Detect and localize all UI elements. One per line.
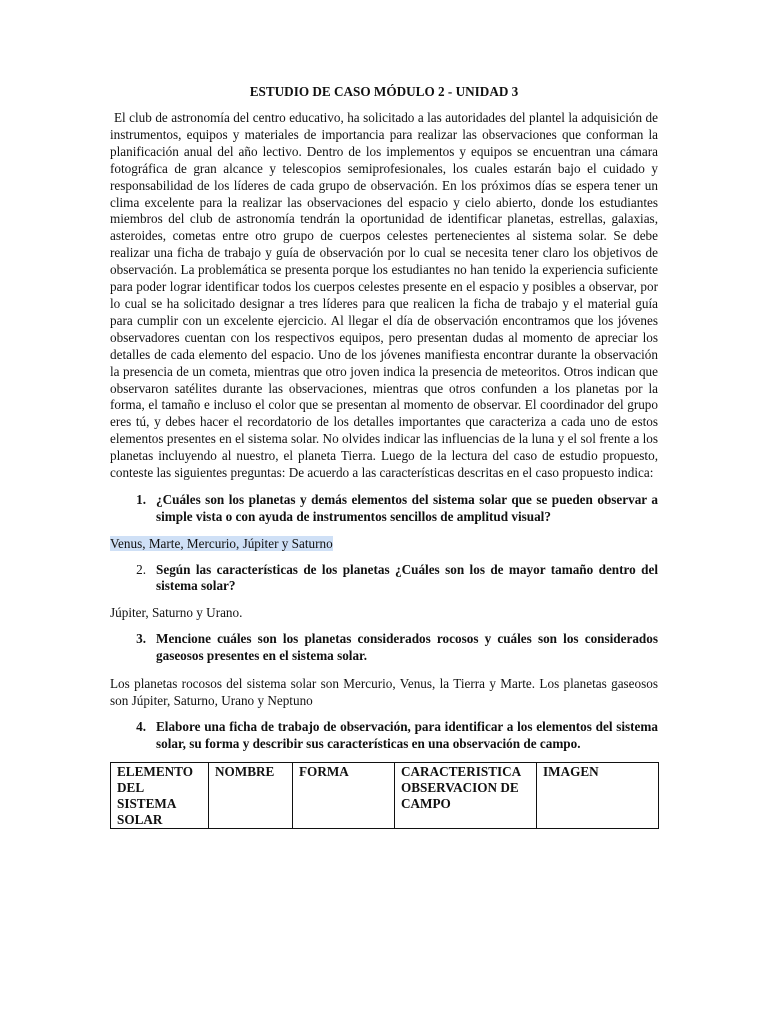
answer-3: Los planetas rocosos del sistema solar son Mercurio, Venus, la Tierra y Marte. Los planetas gaseosos son Júpiter, Saturno, Urano y Neptuno bbox=[110, 675, 658, 708]
question-text: Mencione cuáles son los planetas considerados rocosos y cuáles son los considerados gaseosos presentes en el sistema solar. bbox=[156, 631, 658, 663]
question-text: Elabore una ficha de trabajo de observación, para identificar a los elementos del sistema solar, su forma y describir sus características en una observación de campo. bbox=[156, 718, 658, 751]
header-nombre: NOMBRE bbox=[209, 763, 293, 829]
question-number: 4. bbox=[136, 718, 146, 734]
header-imagen: IMAGEN bbox=[537, 763, 659, 829]
answer-1 bbox=[110, 535, 658, 552]
header-forma: FORMA bbox=[293, 763, 395, 829]
question-number: 2. bbox=[136, 561, 146, 577]
question-text: Según las características de los planetas ¿Cuáles son los de mayor tamaño dentro del sistema solar? bbox=[156, 561, 658, 594]
question-number: 3. bbox=[136, 631, 146, 647]
page-title: ESTUDIO DE CASO MÓDULO 2 - UNIDAD 3 bbox=[249, 84, 519, 99]
question-4 bbox=[110, 719, 658, 753]
header-elemento: ELEMENTO DEL SISTEMA SOLAR bbox=[111, 763, 209, 829]
observation-table bbox=[110, 762, 659, 829]
question-3 bbox=[110, 631, 658, 665]
table-header-row bbox=[111, 763, 659, 829]
header-caracteristica: CARACTERISTICA OBSERVACION DE CAMPO bbox=[395, 763, 537, 829]
question-2 bbox=[110, 562, 658, 596]
question-1 bbox=[110, 492, 658, 526]
answer-2: Júpiter, Saturno y Urano. bbox=[110, 605, 243, 621]
intro-paragraph: El club de astronomía del centro educativo, ha solicitado a las autoridades del plantel la adquisición de instrumentos, equipos y materiales de importancia para realizar las observaciones que conforman la planificación anual del año lectivo. Dentro de los implementos y equipos se encuentran una cámara fotográfica de gran alcance y telescopios semiprofesionales, los cuales estarán bajo el cuidado y responsabilidad de los líderes de cada grupo de observación. En los próximos días se espera tener un clima excelente para la realizar las observaciones del espacio y cielo abierto, donde los estudiantes miembros del club de astronomía tendrán la oportunidad de identificar planetas, estrellas, galaxias, asteroides, cometas entre otro grupo de cuerpos celestes pertenecientes al sistema solar. Se debe realizar una ficha de trabajo y guía de observación por lo cual se necesita tener claro los objetivos de observación. La problemática se presenta porque los estudiantes no han tenido la experiencia suficiente para poder lograr identificar todos los cuerpos celestes presente en el espacio y posibles a observar, por lo cual se ha solicitado designar a tres líderes para que realicen la ficha de trabajo y el material guía para cumplir con un excelente ejercicio. Al llegar el día de observación encontramos que los jóvenes observadores cuentan con los respectivos equipos, pero presentan dudas al momento de apreciar los detalles de cada elemento del espacio. Uno de los jóvenes manifiesta encontrar durante la observación la presencia de un cometa, mientras que otro joven indica la presencia de meteoritos. Otros indican que observaron satélites durante las observaciones, mientras que otros confunden a los planetas por la forma, el tamaño e incluso el color que se presentan al momento de observar. El coordinador del grupo eres tú, y debes hacer el recordatorio de los detalles importantes que caracteriza a cada uno de estos elementos presentes en el sistema solar. No olvides indicar las influencias de la luna y el sol frente a los planetas incluyendo al nuestro, el planeta Tierra. Luego de la lectura del caso de estudio propuesto, conteste las siguientes preguntas: De acuerdo a las características descritas en el caso propuesto indica: bbox=[110, 110, 658, 481]
question-text: ¿Cuáles son los planetas y demás elementos del sistema solar que se pueden observar a simple vista o con ayuda de instrumentos sencillos de amplitud visual? bbox=[156, 491, 658, 524]
question-number: 1. bbox=[136, 491, 146, 507]
highlighted-answer: Venus, Marte, Mercurio, Júpiter y Saturno bbox=[110, 535, 333, 551]
